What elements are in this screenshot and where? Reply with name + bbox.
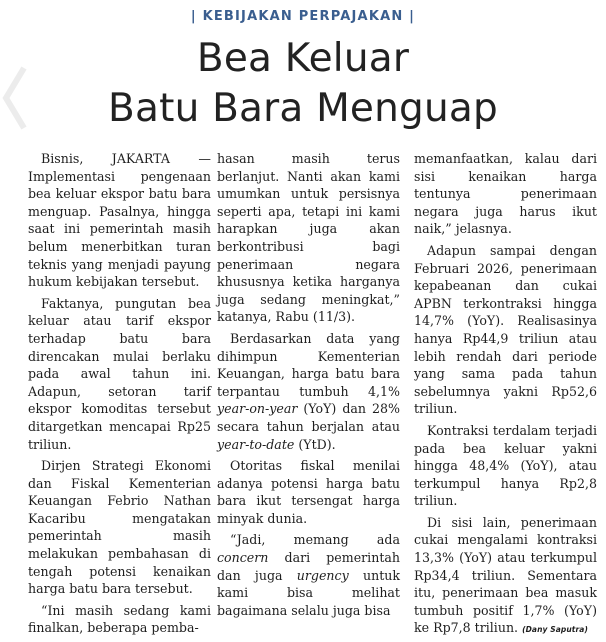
- headline-line-2: Batu Bara Menguap: [108, 86, 498, 131]
- paragraph: Faktanya, pungutan bea keluar atau tarif ekspor terhadap batu bara direncakan mulai berlaku pada awal tahun ini. Adapun, setoran tarif ekspor komoditas tersebut ditargetkan mencapai Rp25 triliun.: [28, 295, 211, 452]
- paragraph: Adapun sampai dengan Februari 2026, penerimaan kepabeanan dan cukai APBN terkontraksi hingga 14,7% (YoY). Realisasinya hanya Rp44,9 triliun atau lebih rendah dari periode yang sama pada tahun sebelumnya yakni Rp52,6 triliun.: [414, 242, 597, 417]
- article-column-2: [217, 150, 400, 623]
- paragraph: memanfaatkan, kalau dari sisi kenaikan harga tentunya penerimaan negara juga harus ikut naik,” jelasnya.: [414, 151, 597, 237]
- article-column-3: [414, 150, 597, 642]
- author-credit: (Dany Saputra): [522, 625, 588, 635]
- paragraph: “Jadi, memang ada concern dari pemerintah dan juga urgency untuk kami bisa melihat bagaimana selalu juga bisa: [217, 532, 400, 618]
- paragraph: Bisnis, JAKARTA — Implementasi pengenaan bea keluar ekspor batu bara menguap. Pasalnya, hingga saat ini pemerintah masih belum menerbitkan turan teknis yang menjadi payung hukum kebijakan tersebut.: [28, 151, 211, 290]
- paragraph: Kontraksi terdalam terjadi pada bea keluar yakni hingga 48,4% (YoY), atau terkumpul hanya Rp2,8 triliun.: [414, 422, 597, 509]
- kicker-bar-left: |: [190, 9, 197, 24]
- article-column-1: [28, 150, 211, 641]
- kicker-bar-right: |: [409, 9, 416, 24]
- paragraph: “Ini masih sedang kami finalkan, beberapa pemba-: [28, 602, 211, 636]
- paragraph: [414, 514, 597, 639]
- paragraph: hasan masih terus berlanjut. Nanti akan kami umumkan untuk persisnya seperti apa, tetapi ini kami harapkan juga akan berkontribusi bagi penerimaan negara khususnya ketika harganya juga sedang meningkat,” katanya, Rabu (11/3).: [217, 151, 400, 325]
- paragraph: Berdasarkan data yang dihimpun Kementerian Keuangan, harga batu bara terpantau tumbuh 4,1% year-on-year (YoY) dan 28% secara tahun berjalan atau year-to-date (YtD).: [217, 330, 400, 452]
- paragraph: Dirjen Strategi Ekonomi dan Fiskal Kementerian Keuangan Febrio Nathan Kacaribu mengatakan pemerintah masih melakukan pembahasan di tengah potensi kenaikan harga batu bara tersebut.: [28, 458, 211, 597]
- article-headline: [0, 34, 606, 134]
- kicker-label: KEBIJAKAN PERPAJAKAN: [202, 9, 404, 24]
- headline-line-1: Bea Keluar: [196, 36, 410, 81]
- section-kicker: [0, 9, 606, 24]
- paragraph-text: Di sisi lain, penerimaan cukai mengalami kontraksi 13,3% (YoY) atau terkumpul Rp34,4 triliun. Sementara itu, penerimaan bea masuk tumbuh positif 1,7% (YoY) ke Rp7,8 triliun.: [414, 514, 597, 636]
- paragraph: Otoritas fiskal menilai adanya potensi harga batu bara ikut tersengat harga minyak dunia.: [217, 458, 400, 526]
